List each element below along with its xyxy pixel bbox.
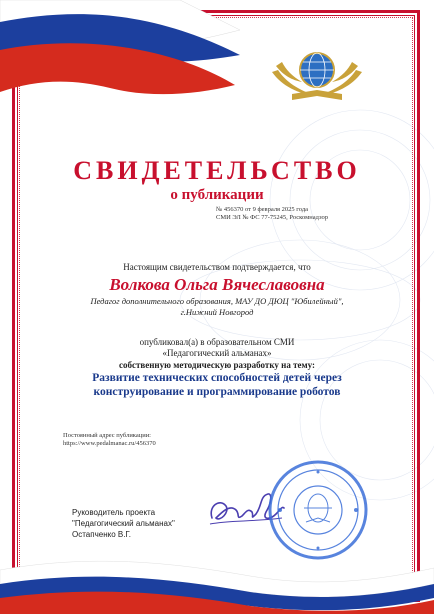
- address-url[interactable]: https://www.pedalmanac.ru/456370: [63, 440, 156, 447]
- certificate-title: СВИДЕТЕЛЬСТВО: [73, 156, 361, 185]
- russian-flag-icon: [0, 0, 240, 110]
- head-project: "Педагогический альманах": [72, 519, 175, 528]
- globe-book-laurel-emblem-icon: [262, 42, 372, 112]
- topic-line-2: конструирование и программирование роботов: [93, 386, 341, 398]
- published-line: опубликовал(а) в образовательном СМИ: [139, 337, 295, 347]
- registration-media: СМИ ЭЛ № ФС 77-75245, Роскомнадзор: [216, 214, 329, 221]
- recipient-city: г.Нижний Новгород: [180, 307, 254, 317]
- russian-flag-bottom-icon: [0, 540, 434, 614]
- registration-number: № 456370 от 9 февраля 2025 года: [216, 206, 309, 213]
- confirm-text: Настоящим свидетельством подтверждается, что: [123, 262, 311, 272]
- head-name: Остапченко В.Г.: [72, 530, 132, 539]
- address-label: Постоянный адрес публикации:: [63, 432, 151, 439]
- recipient-name: Волкова Ольга Вячеславовна: [109, 275, 325, 294]
- topic-line-1: Развитие технических способностей детей через: [92, 372, 342, 384]
- publication-name: «Педагогический альманах»: [162, 348, 272, 358]
- certificate-subtitle: о публикации: [170, 187, 264, 203]
- head-title: Руководитель проекта: [72, 508, 156, 517]
- publication-kind: собственную методическую разработку на тему:: [118, 360, 315, 370]
- recipient-position: Педагог дополнительного образования, МАУ ДО ДЮЦ "Юбилейный",: [90, 296, 344, 306]
